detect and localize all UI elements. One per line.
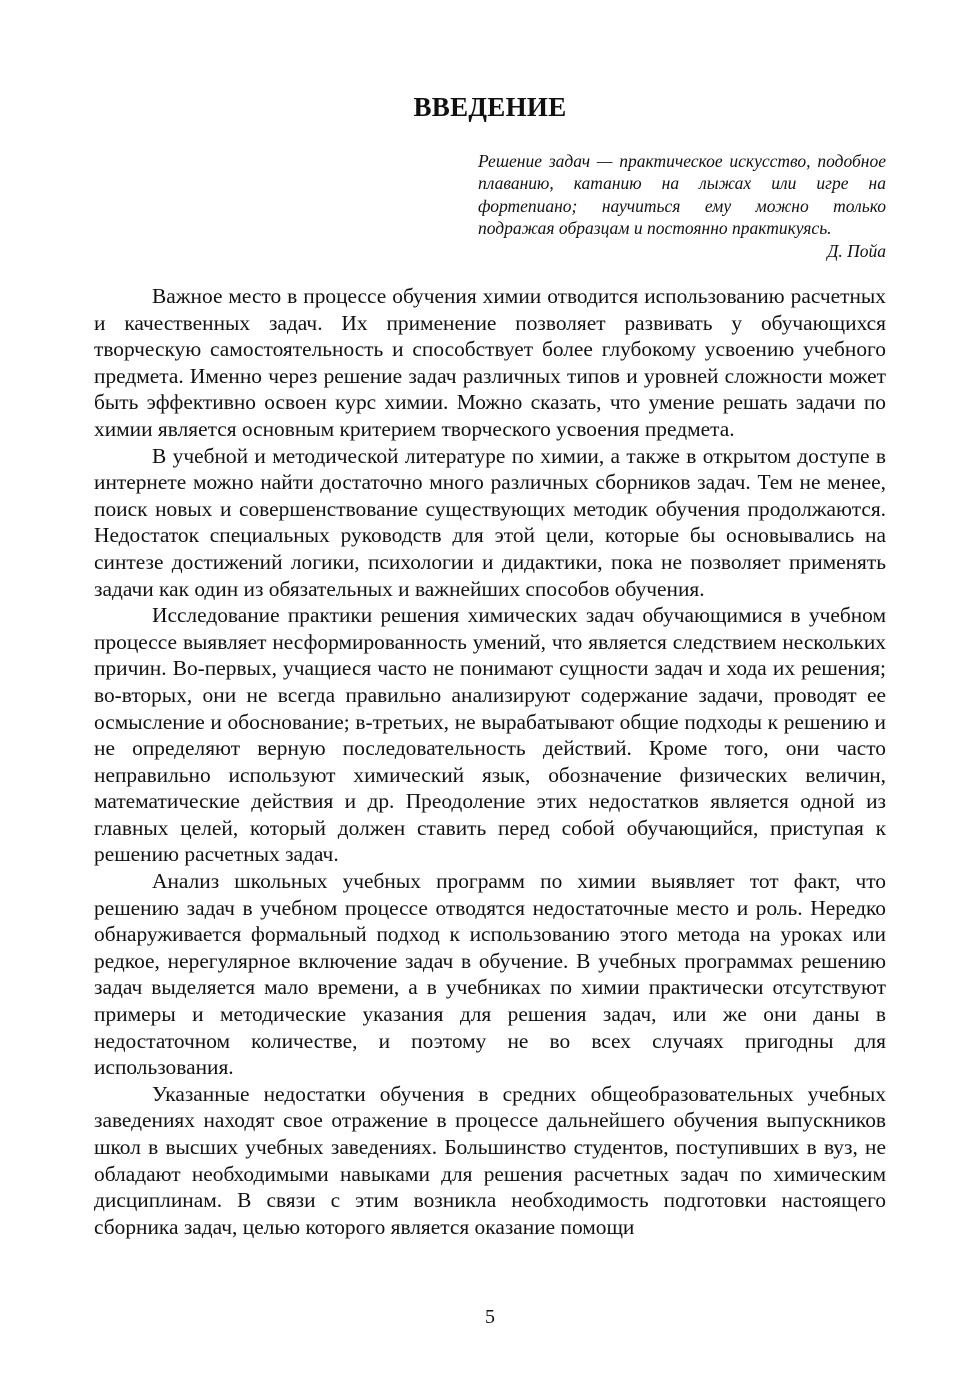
epigraph-quote: Решение задач — практическое искусство, подобное плаванию, катанию на лыжах или игре на фортепиано; научиться ему можно только подражая образцам и постоянно практикуясь. (478, 151, 886, 239)
page-title: ВВЕДЕНИЕ (413, 92, 567, 122)
paragraph: В учебной и методической литературе по химии, а также в открытом доступе в интернете можно найти достаточно много различных сборников задач. Тем не менее, поиск новых и совершенствование существующих методик обучения продолжаются. Недостаток специальных руководств для этой цели, которые бы основывались на синтезе достижений логики, психологии и дидактики, пока не позволяет применять задачи как один из обязательных и важнейших способов обучения. (94, 443, 886, 601)
body-text (94, 283, 886, 1240)
page-number: 5 (485, 1306, 495, 1328)
epigraph (478, 150, 886, 262)
paragraph: Важное место в процессе обучения химии отводится использованию расчетных и качественных задач. Их применение позволяет развивать у обучающихся творческую самостоятельность и способствует более глубокому усвоению учебного предмета. Именно через решение задач различных типов и уровней сложности может быть эффективно освоен курс химии. Можно сказать, что умение решать задачи по химии является основным критерием творческого усвоения предмета. (94, 284, 886, 441)
epigraph-author: Д. Пойа (827, 240, 886, 261)
paragraph: Анализ школьных учебных программ по химии выявляет тот факт, что решению задач в учебном процессе отводятся недостаточные место и роль. Нередко обнаруживается формальный подход к использованию этого метода на уроках или редкое, нерегулярное включение задач в обучение. В учебных программах решению задач выделяется мало времени, а в учебниках по химии практически отсутствуют примеры и методические указания для решения задач, или же они даны в недостаточном количестве, и поэтому не во всех случаях пригодны для использования. (94, 869, 886, 1080)
paragraph: Исследование практики решения химических задач обучающимися в учебном процессе выявляет несформированность умений, что является следствием нескольких причин. Во-первых, учащиеся часто не понимают сущности задач и хода их решения; во-вторых, они не всегда правильно анализируют содержание задачи, проводят ее осмысление и обоснование; в-третьих, не вырабатывают общие подходы к решению и не определяют верную последовательность действий. Кроме того, они часто неправильно используют химический язык, обозначение физических величин, математические действия и др. Преодоление этих недостатков является одной из главных целей, который должен ставить перед собой обучающийся, приступая к решению расчетных задач. (94, 603, 886, 867)
paragraph: Указанные недостатки обучения в средних общеобразовательных учебных заведениях находят свое отражение в процессе дальнейшего обучения выпускников школ в высших учебных заведениях. Большинство студентов, поступивших в вуз, не обладают необходимыми навыками для решения расчетных задач по химическим дисциплинам. В связи с этим возникла необходимость подготовки настоящего сборника задач, целью которого является оказание помощи (94, 1081, 886, 1239)
